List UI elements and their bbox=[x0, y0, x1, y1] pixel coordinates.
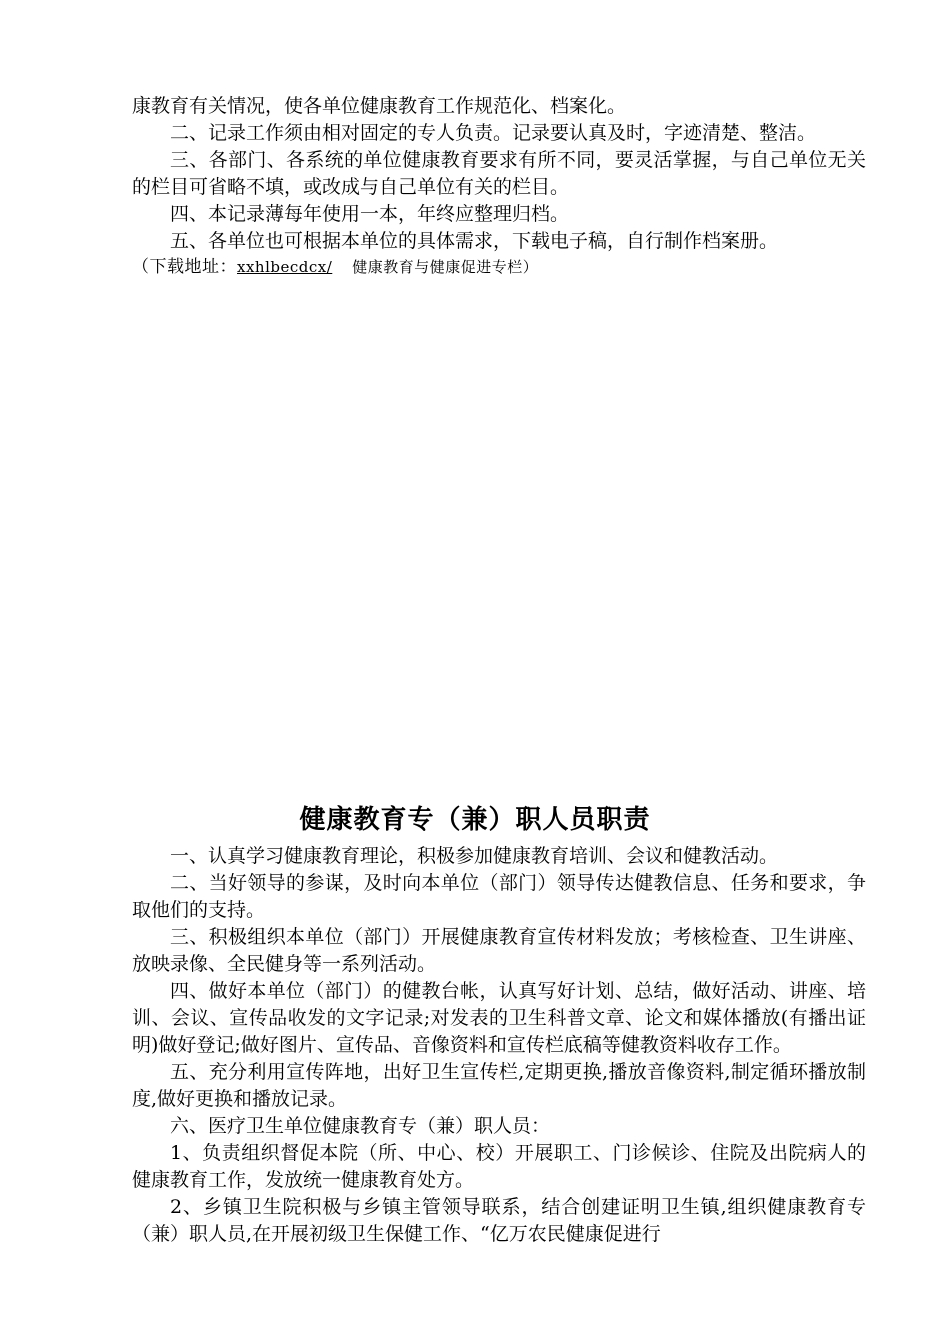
duty-paragraph-4: 四、做好本单位（部门）的健教台帐，认真写好计划、总结，做好活动、讲座、培训、会议、宣传品收发的文字记录;对发表的卫生科普文章、论文和媒体播放(有播出证明)做好登记;做好图片、宣传品、音像资料和宣传栏底稿等健教资料收存工作。 bbox=[132, 980, 866, 1056]
download-rest: 健康教育与健康促进专栏） bbox=[352, 258, 539, 276]
download-label: （下载地址： bbox=[132, 257, 237, 277]
paragraph-continuation: 康教育有关情况，使各单位健康教育工作规范化、档案化。 bbox=[132, 95, 627, 117]
duties-text-block bbox=[132, 843, 866, 1248]
duty-paragraph-6-2: 2、乡镇卫生院积极与乡镇主管领导联系，结合创建证明卫生镇,组织健康教育专（兼）职人员,在开展初级卫生保健工作、“亿万农民健康促进行 bbox=[132, 1196, 866, 1245]
top-text-block bbox=[132, 93, 866, 280]
download-link[interactable]: xxhlbecdcx/ bbox=[237, 258, 333, 276]
paragraph-item-3: 三、各部门、各系统的单位健康教育要求有所不同，要灵活掌握，与自己单位无关的栏目可省略不填，或改成与自己单位有关的栏目。 bbox=[132, 149, 866, 198]
download-line bbox=[132, 255, 866, 280]
duty-paragraph-6-1: 1、负责组织督促本院（所、中心、校）开展职工、门诊候诊、住院及出院病人的健康教育工作，发放统一健康教育处方。 bbox=[132, 1142, 866, 1191]
paragraph-item-5: 五、各单位也可根据本单位的具体需求，下载电子稿，自行制作档案册。 bbox=[170, 230, 779, 252]
duty-paragraph-1: 一、认真学习健康教育理论，积极参加健康教育培训、会议和健教活动。 bbox=[170, 845, 779, 867]
paragraph-item-2: 二、记录工作须由相对固定的专人负责。记录要认真及时，字迹清楚、整洁。 bbox=[170, 122, 817, 144]
duty-paragraph-3: 三、积极组织本单位（部门）开展健康教育宣传材料发放；考核检查、卫生讲座、放映录像、全民健身等一系列活动。 bbox=[132, 926, 866, 975]
paragraph-item-4: 四、本记录薄每年使用一本，年终应整理归档。 bbox=[170, 203, 570, 225]
duty-paragraph-5: 五、充分利用宣传阵地，出好卫生宣传栏,定期更换,播放音像资料,制定循环播放制度,做好更换和播放记录。 bbox=[132, 1061, 866, 1110]
section-title: 健康教育专（兼）职人员职责 bbox=[299, 805, 651, 835]
duty-paragraph-2: 二、当好领导的参谋，及时向本单位（部门）领导传达健教信息、任务和要求，争取他们的支持。 bbox=[132, 872, 866, 921]
duty-paragraph-6: 六、医疗卫生单位健康教育专（兼）职人员： bbox=[170, 1115, 551, 1137]
